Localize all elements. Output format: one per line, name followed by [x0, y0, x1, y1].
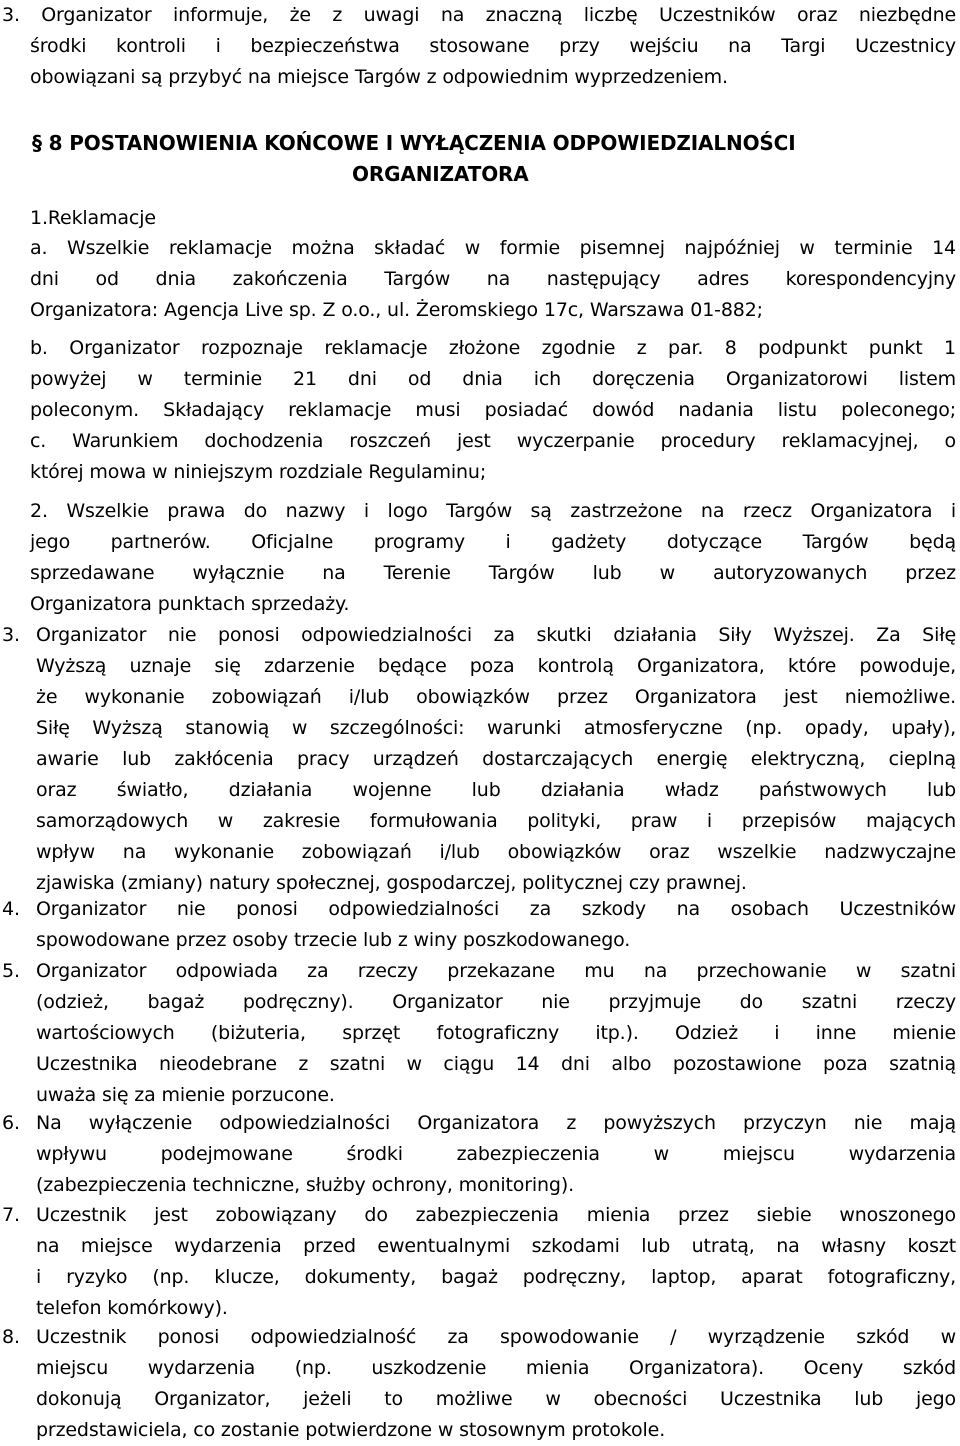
text-line: Uczestnika nieodebrane z szatni w ciągu 14 dni albo pozostawione poza szatnią: [36, 1053, 956, 1075]
item-number: 8.: [2, 1326, 20, 1348]
point-8: [0, 1322, 956, 1446]
text-line: 2. Wszelkie prawa do nazwy i logo Targów są zastrzeżone na rzecz Organizatora i: [30, 500, 956, 522]
text-line: c. Warunkiem dochodzenia roszczeń jest wyczerpanie procedury reklamacyjnej, o: [30, 430, 956, 452]
text-line: (zabezpieczenia techniczne, służby ochrony, monitoring).: [36, 1174, 574, 1196]
text-line: powyżej w terminie 21 dni od dnia ich doręczenia Organizatorowi listem: [30, 368, 956, 390]
text-line: b. Organizator rozpoznaje reklamacje złożone zgodnie z par. 8 podpunkt punkt 1: [30, 337, 956, 359]
text-line: Organizatora: Agencja Live sp. Z o.o., ul. Żeromskiego 17c, Warszawa 01-882;: [30, 299, 763, 321]
text-line: dokonują Organizator, jeżeli to możliwe w obecności Uczestnika lub jego: [36, 1388, 956, 1410]
text-line: 3. Organizator informuje, że z uwagi na znaczną liczbę Uczestników oraz niezbędne: [2, 4, 956, 26]
reklamacje-heading: [0, 203, 956, 234]
item-number: 3.: [2, 624, 20, 646]
text-line: że wykonanie zobowiązań i/lub obowiązków przez Organizatora jest niemożliwe.: [36, 686, 956, 708]
text-line: której mowa w niniejszym rozdziale Regulaminu;: [30, 461, 487, 483]
text-line: telefon komórkowy).: [36, 1297, 228, 1319]
reklamacje-item-b: [0, 333, 956, 426]
point-4: [0, 894, 956, 956]
text-line: spowodowane przez osoby trzecie lub z winy poszkodowanego.: [36, 929, 631, 951]
text-line: zjawiska (zmiany) natury społecznej, gospodarczej, politycznej czy prawnej.: [36, 872, 747, 894]
point-2: [0, 496, 956, 620]
text-line: Organizatora punktach sprzedaży.: [30, 593, 350, 615]
point-3: [0, 620, 956, 899]
text-line: Uczestnik jest zobowiązany do zabezpieczenia mienia przez siebie wnoszonego: [36, 1204, 956, 1226]
text-line: Organizator nie ponosi odpowiedzialności za skutki działania Siły Wyższej. Za Siłę: [36, 624, 956, 646]
text-line: poleconym. Składający reklamacje musi posiadać dowód nadania listu poleconego;: [30, 399, 956, 421]
subsection-title: 1.Reklamacje: [30, 207, 156, 229]
text-line: miejscu wydarzenia (np. uszkodzenie mienia Organizatora). Oceny szkód: [36, 1357, 956, 1379]
text-line: uważa się za mienie porzucone.: [36, 1084, 335, 1106]
item-number: 6.: [2, 1112, 20, 1134]
point-7: [0, 1200, 956, 1324]
item-number: 4.: [2, 898, 20, 920]
text-line: sprzedawane wyłącznie na Terenie Targów lub w autoryzowanych przez: [30, 562, 956, 584]
reklamacje-item-c: [0, 426, 956, 488]
text-line: awarie lub zakłócenia pracy urządzeń dostarczających energię elektryczną, cieplną: [36, 748, 956, 770]
text-line: Wyższą uznaje się zdarzenie będące poza kontrolą Organizatora, które powoduje,: [36, 655, 956, 677]
section-title-line1: § 8 POSTANOWIENIA KOŃCOWE I WYŁĄCZENIA ODPOWIEDZIALNOŚCI: [32, 131, 796, 155]
reklamacje-item-a: [0, 233, 956, 326]
text-line: Na wyłączenie odpowiedzialności Organizatora z powyższych przyczyn nie mają: [36, 1112, 956, 1134]
text-line: Organizator odpowiada za rzeczy przekazane mu na przechowanie w szatni: [36, 960, 956, 982]
text-line: środki kontroli i bezpieczeństwa stosowane przy wejściu na Targi Uczestnicy: [30, 35, 956, 57]
text-line: obowiązani są przybyć na miejsce Targów z odpowiednim wyprzedzeniem.: [30, 66, 728, 88]
intro-paragraph: [0, 0, 956, 93]
point-5: [0, 956, 956, 1111]
text-line: Uczestnik ponosi odpowiedzialność za spowodowanie / wyrządzenie szkód w: [36, 1326, 956, 1348]
text-line: Organizator nie ponosi odpowiedzialności za szkody na osobach Uczestników: [36, 898, 956, 920]
text-line: samorządowych w zakresie formułowania polityki, praw i przepisów mających: [36, 810, 956, 832]
text-line: oraz światło, działania wojenne lub działania władz państwowych lub: [36, 779, 956, 801]
item-number: 5.: [2, 960, 20, 982]
text-line: wpływu podejmowane środki zabezpieczenia w miejscu wydarzenia: [36, 1143, 956, 1165]
text-line: Siłę Wyższą stanowią w szczególności: warunki atmosferyczne (np. opady, upały),: [36, 717, 956, 739]
point-6: [0, 1108, 956, 1201]
text-line: (odzież, bagaż podręczny). Organizator nie przyjmuje do szatni rzeczy: [36, 991, 956, 1013]
text-line: wpływ na wykonanie zobowiązań i/lub obowiązków oraz wszelkie nadzwyczajne: [36, 841, 956, 863]
text-line: na miejsce wydarzenia przed ewentualnymi szkodami lub utratą, na własny koszt: [36, 1235, 956, 1257]
text-line: jego partnerów. Oficjalne programy i gadżety dotyczące Targów będą: [30, 531, 956, 553]
text-line: i ryzyko (np. klucze, dokumenty, bagaż podręczny, laptop, aparat fotograficzny,: [36, 1266, 956, 1288]
text-line: wartościowych (biżuteria, sprzęt fotograficzny itp.). Odzież i inne mienie: [36, 1022, 956, 1044]
item-number: 7.: [2, 1204, 20, 1226]
section-title-line2: ORGANIZATORA: [352, 162, 529, 186]
text-line: przedstawiciela, co zostanie potwierdzone w stosownym protokole.: [36, 1419, 666, 1441]
text-line: a. Wszelkie reklamacje można składać w formie pisemnej najpóźniej w terminie 14: [30, 237, 956, 259]
text-line: dni od dnia zakończenia Targów na następujący adres korespondencyjny: [30, 268, 956, 290]
section-heading: [0, 128, 956, 190]
